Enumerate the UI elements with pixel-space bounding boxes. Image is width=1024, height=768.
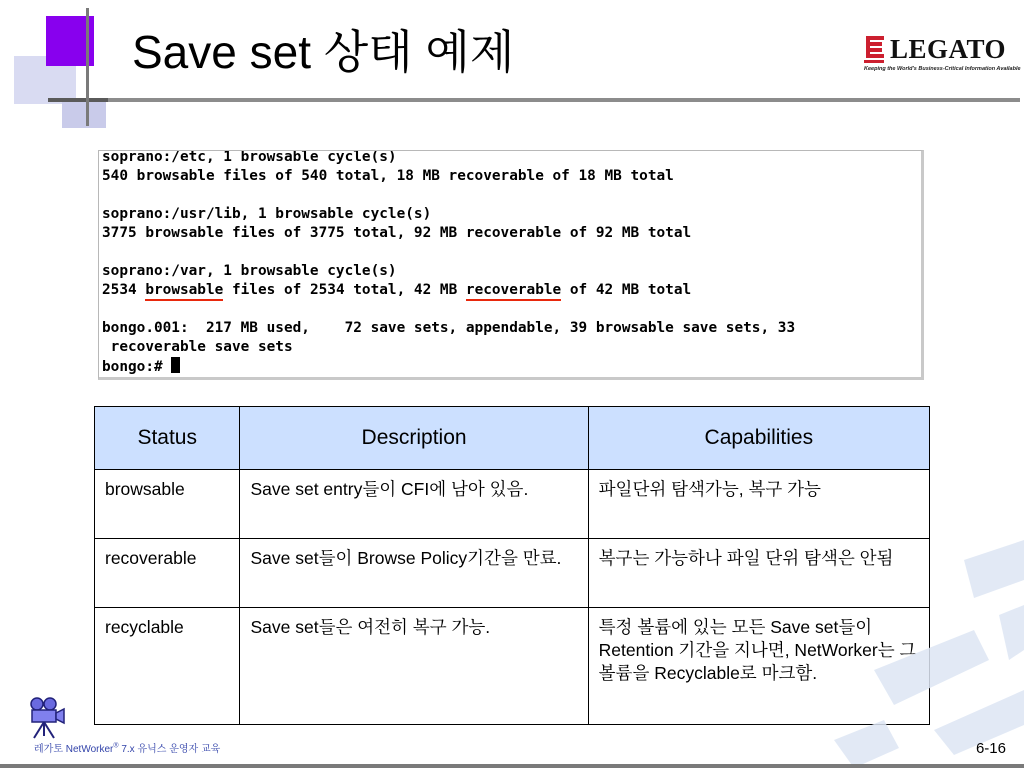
capabilities-cell: 파일단위 탐색가능, 복구 가능 bbox=[588, 470, 929, 539]
footer-text: 레가토 NetWorker bbox=[34, 744, 114, 755]
terminal-text: 2534 bbox=[102, 282, 146, 298]
terminal-text: files of 2534 total, 42 MB bbox=[223, 282, 466, 298]
footer-text: 7.x 유닉스 운영자 교육 bbox=[118, 744, 221, 755]
status-cell: recyclable bbox=[95, 608, 240, 725]
logo-tagline: Keeping the World's Business-Critical Information Available bbox=[864, 66, 1021, 72]
cursor-block bbox=[171, 357, 180, 373]
header-status: Status bbox=[95, 407, 240, 470]
title-underline-accent bbox=[48, 98, 108, 102]
recoverable-highlight: recoverable bbox=[466, 282, 561, 301]
browsable-highlight: browsable bbox=[145, 282, 223, 301]
terminal-prompt: bongo:# bbox=[102, 359, 172, 375]
title-underline bbox=[48, 98, 1020, 102]
description-cell: Save set들이 Browse Policy기간을 만료. bbox=[240, 539, 588, 608]
terminal-output bbox=[98, 150, 924, 380]
terminal-text: of 42 MB total bbox=[561, 282, 692, 298]
decor-vertical-line bbox=[86, 8, 89, 126]
terminal-line: soprano:/etc, 1 browsable cycle(s) bbox=[102, 150, 397, 165]
table-row bbox=[95, 608, 930, 725]
table-row bbox=[95, 539, 930, 608]
page-number: 6-16 bbox=[975, 740, 1006, 757]
capabilities-cell: 특정 볼륨에 있는 모든 Save set들이 Retention 기간을 지나면, NetWorker는 그 볼륨을 Recyclable로 마크함. bbox=[588, 608, 929, 725]
background-decoration bbox=[814, 520, 1024, 768]
terminal-line: 540 browsable files of 540 total, 18 MB recoverable of 18 MB total bbox=[102, 168, 674, 184]
header-description: Description bbox=[240, 407, 588, 470]
terminal-prompt-line bbox=[102, 357, 180, 377]
video-camera-icon bbox=[28, 696, 68, 740]
save-set-status-table bbox=[94, 406, 930, 725]
logo-wordmark: LEGATO bbox=[890, 34, 1007, 64]
capabilities-cell: 복구는 가능하나 파일 단위 탐색은 안됨 bbox=[588, 539, 929, 608]
footer-course-name bbox=[34, 740, 220, 755]
legato-mark-icon bbox=[862, 34, 888, 66]
terminal-line: bongo.001: 217 MB used, 72 save sets, appendable, 39 browsable save sets, 33 bbox=[102, 320, 796, 336]
decor-square-light-small bbox=[62, 102, 106, 128]
terminal-line: recoverable save sets bbox=[102, 339, 293, 355]
description-cell: Save set들은 여전히 복구 가능. bbox=[240, 608, 588, 725]
terminal-line: soprano:/usr/lib, 1 browsable cycle(s) bbox=[102, 206, 432, 222]
footer-bar bbox=[0, 764, 1024, 768]
legato-logo bbox=[862, 34, 1021, 94]
terminal-line: soprano:/var, 1 browsable cycle(s) bbox=[102, 263, 397, 279]
slide-title: Save set 상태 예제 bbox=[132, 26, 515, 78]
terminal-line-highlighted bbox=[102, 281, 691, 300]
header-capabilities: Capabilities bbox=[588, 407, 929, 470]
terminal-line: 3775 browsable files of 3775 total, 92 MB recoverable of 92 MB total bbox=[102, 225, 692, 241]
status-cell: recoverable bbox=[95, 539, 240, 608]
table-row bbox=[95, 470, 930, 539]
status-cell: browsable bbox=[95, 470, 240, 539]
footer-registered-mark: ® bbox=[113, 742, 119, 750]
description-cell: Save set entry들이 CFI에 남아 있음. bbox=[240, 470, 588, 539]
table-header-row bbox=[95, 407, 930, 470]
